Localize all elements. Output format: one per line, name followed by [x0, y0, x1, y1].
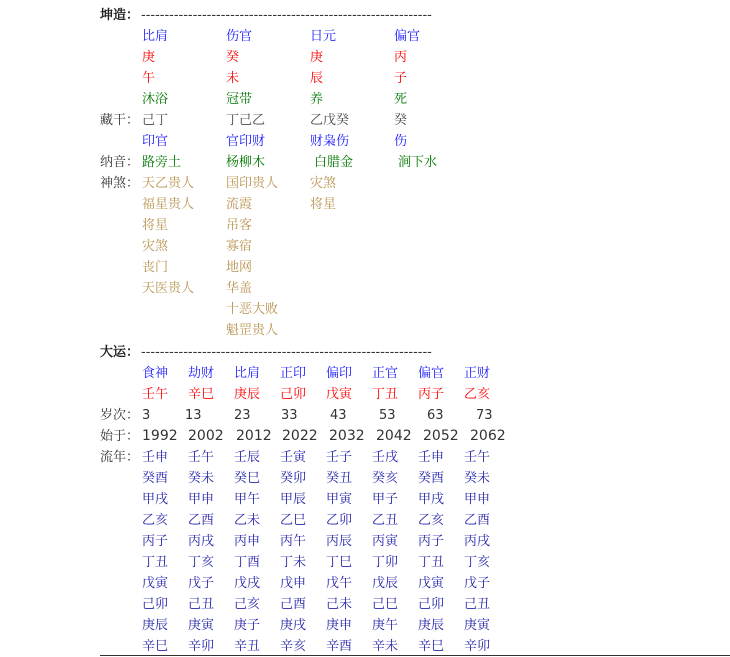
- kun-changsheng-cell: 冠带: [226, 92, 253, 107]
- kun-dizhi-cell: 午: [142, 71, 156, 86]
- liunian-cell: 甲戌: [418, 492, 445, 507]
- shensha-item: 灾煞: [142, 239, 169, 254]
- liunian-cell: 甲辰: [280, 492, 307, 507]
- shensha-label: 神煞：: [100, 176, 140, 191]
- kun-tiangan-cell: 庚: [310, 50, 324, 65]
- suici-cell: 23: [234, 408, 251, 423]
- kun-canggan-cell: 丁己乙: [226, 113, 266, 128]
- kun-canggan-cell: 癸: [394, 113, 408, 128]
- liunian-cell: 庚寅: [188, 618, 215, 633]
- liunian-cell: 丁卯: [372, 555, 399, 570]
- liunian-cell: 乙未: [234, 513, 261, 528]
- dayun-divider: --------------------------------------------------------------: [141, 345, 432, 360]
- liunian-cell: 癸亥: [372, 471, 399, 486]
- liunian-cell: 庚午: [372, 618, 399, 633]
- liunian-cell: 辛卯: [188, 639, 215, 654]
- kun-changsheng-cell: 沐浴: [142, 92, 169, 107]
- shiyu-cell: 2042: [376, 428, 412, 444]
- liunian-cell: 己丑: [188, 597, 215, 612]
- liunian-cell: 辛巳: [142, 639, 169, 654]
- liunian-cell: 癸巳: [234, 471, 261, 486]
- liunian-cell: 戊子: [464, 576, 491, 591]
- liunian-cell: 己未: [326, 597, 353, 612]
- liunian-cell: 丁亥: [464, 555, 491, 570]
- shensha-item: 天乙贵人: [142, 176, 195, 191]
- liunian-cell: 壬午: [188, 450, 215, 465]
- liunian-cell: 丙寅: [372, 534, 399, 549]
- shensha-item: 吊客: [226, 218, 253, 233]
- liunian-cell: 庚子: [234, 618, 261, 633]
- liunian-cell: 丙午: [280, 534, 307, 549]
- kun-dizhi-cell: 辰: [310, 71, 324, 86]
- liunian-cell: 乙卯: [326, 513, 353, 528]
- liunian-cell: 壬子: [326, 450, 353, 465]
- shiyu-cell: 2052: [423, 428, 459, 444]
- dayun-shishen-cell: 劫财: [188, 366, 215, 381]
- liunian-cell: 癸未: [464, 471, 491, 486]
- liunian-cell: 戊寅: [142, 576, 169, 591]
- shensha-item: 丧门: [142, 260, 169, 275]
- liunian-cell: 癸丑: [326, 471, 353, 486]
- bottom-divider: [100, 655, 730, 656]
- dayun-ganzhi-cell: 己卯: [280, 387, 307, 402]
- kun-changsheng-cell: 养: [310, 92, 324, 107]
- dayun-shishen-cell: 正官: [372, 366, 399, 381]
- suici-cell: 53: [379, 408, 396, 423]
- liunian-cell: 庚申: [326, 618, 353, 633]
- liunian-cell: 戊戌: [234, 576, 261, 591]
- dayun-ganzhi-cell: 乙亥: [464, 387, 491, 402]
- shiyu-cell: 2032: [329, 428, 365, 444]
- kun-tiangan-cell: 丙: [394, 50, 408, 65]
- shensha-item: 福星贵人: [142, 197, 195, 212]
- shensha-item: 将星: [142, 218, 169, 233]
- liunian-cell: 丙戌: [464, 534, 491, 549]
- liunian-cell: 己卯: [418, 597, 445, 612]
- kun-nayin-cell: 涧下水: [398, 155, 438, 170]
- liunian-cell: 乙酉: [464, 513, 491, 528]
- liunian-cell: 庚戌: [280, 618, 307, 633]
- liunian-cell: 丁亥: [188, 555, 215, 570]
- shensha-item: 国印贵人: [226, 176, 279, 191]
- liunian-cell: 乙丑: [372, 513, 399, 528]
- liunian-cell: 己卯: [142, 597, 169, 612]
- liunian-cell: 甲寅: [326, 492, 353, 507]
- kun-canggan-cell: 乙戊癸: [310, 113, 350, 128]
- liunian-cell: 己酉: [280, 597, 307, 612]
- liunian-cell: 壬申: [142, 450, 169, 465]
- liunian-cell: 乙巳: [280, 513, 307, 528]
- shiyu-cell: 2062: [470, 428, 506, 444]
- liunian-cell: 癸未: [188, 471, 215, 486]
- kun-dizhi-cell: 未: [226, 71, 240, 86]
- liunian-cell: 壬午: [464, 450, 491, 465]
- liunian-cell: 甲午: [234, 492, 261, 507]
- shensha-item: 将星: [310, 197, 337, 212]
- liunian-cell: 壬戌: [372, 450, 399, 465]
- kun-nayin-cell: 杨柳木: [226, 155, 266, 170]
- dayun-label: 大运：: [100, 345, 140, 360]
- shensha-item: 流霞: [226, 197, 253, 212]
- dayun-ganzhi-cell: 戊寅: [326, 387, 353, 402]
- shensha-item: 魁罡贵人: [226, 323, 279, 338]
- dayun-shishen-cell: 比肩: [234, 366, 261, 381]
- liunian-cell: 丁丑: [418, 555, 445, 570]
- liunian-cell: 丙辰: [326, 534, 353, 549]
- liunian-cell: 丙戌: [188, 534, 215, 549]
- liunian-cell: 戊辰: [372, 576, 399, 591]
- liunian-cell: 庚辰: [142, 618, 169, 633]
- liunian-cell: 丁酉: [234, 555, 261, 570]
- liunian-cell: 辛巳: [418, 639, 445, 654]
- kun-canggan-shishen-cell: 财枭伤: [310, 134, 350, 149]
- liunian-cell: 庚辰: [418, 618, 445, 633]
- liunian-cell: 丙子: [142, 534, 169, 549]
- liunian-cell: 戊午: [326, 576, 353, 591]
- suici-cell: 3: [142, 408, 151, 423]
- liunian-cell: 戊申: [280, 576, 307, 591]
- liunian-cell: 辛卯: [464, 639, 491, 654]
- liunian-cell: 辛亥: [280, 639, 307, 654]
- dayun-ganzhi-cell: 辛巳: [188, 387, 215, 402]
- dayun-shishen-cell: 偏官: [418, 366, 445, 381]
- shiyu-cell: 1992: [142, 428, 178, 444]
- shensha-item: 十恶大败: [226, 302, 279, 317]
- shiyu-label: 始于：: [100, 429, 140, 444]
- liunian-cell: 丙申: [234, 534, 261, 549]
- liunian-cell: 壬申: [418, 450, 445, 465]
- liunian-cell: 甲申: [188, 492, 215, 507]
- suici-cell: 73: [476, 408, 493, 423]
- dayun-ganzhi-cell: 丙子: [418, 387, 445, 402]
- kun-shishen-cell: 比肩: [142, 29, 169, 44]
- dayun-ganzhi-cell: 壬午: [142, 387, 169, 402]
- kun-nayin-cell: 路旁土: [142, 155, 182, 170]
- liunian-cell: 癸卯: [280, 471, 307, 486]
- liunian-cell: 己丑: [464, 597, 491, 612]
- shiyu-cell: 2002: [188, 428, 224, 444]
- liunian-cell: 乙亥: [418, 513, 445, 528]
- kun-changsheng-cell: 死: [394, 92, 408, 107]
- suici-cell: 13: [185, 408, 202, 423]
- kun-label: 坤造：: [100, 8, 140, 23]
- kun-dizhi-cell: 子: [394, 71, 408, 86]
- dayun-ganzhi-cell: 丁丑: [372, 387, 399, 402]
- dayun-shishen-cell: 食神: [142, 366, 169, 381]
- shensha-item: 天医贵人: [142, 281, 195, 296]
- shensha-item: 华盖: [226, 281, 253, 296]
- liunian-cell: 戊寅: [418, 576, 445, 591]
- liunian-cell: 壬辰: [234, 450, 261, 465]
- liunian-cell: 甲申: [464, 492, 491, 507]
- liunian-cell: 己巳: [372, 597, 399, 612]
- kun-tiangan-cell: 庚: [142, 50, 156, 65]
- kun-nayin-cell: 白腊金: [314, 155, 354, 170]
- liunian-cell: 戊子: [188, 576, 215, 591]
- kun-canggan-shishen-cell: 伤: [394, 134, 408, 149]
- liunian-cell: 辛未: [372, 639, 399, 654]
- nayin-label: 纳音：: [100, 155, 140, 170]
- dayun-shishen-cell: 正财: [464, 366, 491, 381]
- dayun-shishen-cell: 正印: [280, 366, 307, 381]
- liunian-cell: 辛丑: [234, 639, 261, 654]
- kun-canggan-cell: 己丁: [142, 113, 169, 128]
- liunian-cell: 丙子: [418, 534, 445, 549]
- shiyu-cell: 2012: [236, 428, 272, 444]
- canggan-label: 藏干：: [100, 113, 140, 128]
- liunian-cell: 丁巳: [326, 555, 353, 570]
- liunian-cell: 乙酉: [188, 513, 215, 528]
- kun-shishen-cell: 伤官: [226, 29, 253, 44]
- kun-tiangan-cell: 癸: [226, 50, 240, 65]
- suici-cell: 63: [427, 408, 444, 423]
- shiyu-cell: 2022: [282, 428, 318, 444]
- kun-canggan-shishen-cell: 官印财: [226, 134, 266, 149]
- liunian-cell: 癸酉: [142, 471, 169, 486]
- liunian-cell: 乙亥: [142, 513, 169, 528]
- kun-canggan-shishen-cell: 印官: [142, 134, 169, 149]
- liunian-cell: 壬寅: [280, 450, 307, 465]
- dayun-ganzhi-cell: 庚辰: [234, 387, 261, 402]
- shensha-item: 地网: [226, 260, 253, 275]
- liunian-label: 流年：: [100, 450, 140, 465]
- liunian-cell: 庚寅: [464, 618, 491, 633]
- shensha-item: 寡宿: [226, 239, 253, 254]
- liunian-cell: 己亥: [234, 597, 261, 612]
- kun-shishen-cell: 日元: [310, 29, 337, 44]
- liunian-cell: 甲子: [372, 492, 399, 507]
- liunian-cell: 丁未: [280, 555, 307, 570]
- suici-cell: 33: [281, 408, 298, 423]
- suici-cell: 43: [330, 408, 347, 423]
- kun-divider: --------------------------------------------------------------: [141, 8, 432, 23]
- shensha-item: 灾煞: [310, 176, 337, 191]
- suici-label: 岁次：: [100, 408, 140, 423]
- dayun-shishen-cell: 偏印: [326, 366, 353, 381]
- liunian-cell: 癸酉: [418, 471, 445, 486]
- kun-shishen-cell: 偏官: [394, 29, 421, 44]
- liunian-cell: 辛酉: [326, 639, 353, 654]
- liunian-cell: 丁丑: [142, 555, 169, 570]
- liunian-cell: 甲戌: [142, 492, 169, 507]
